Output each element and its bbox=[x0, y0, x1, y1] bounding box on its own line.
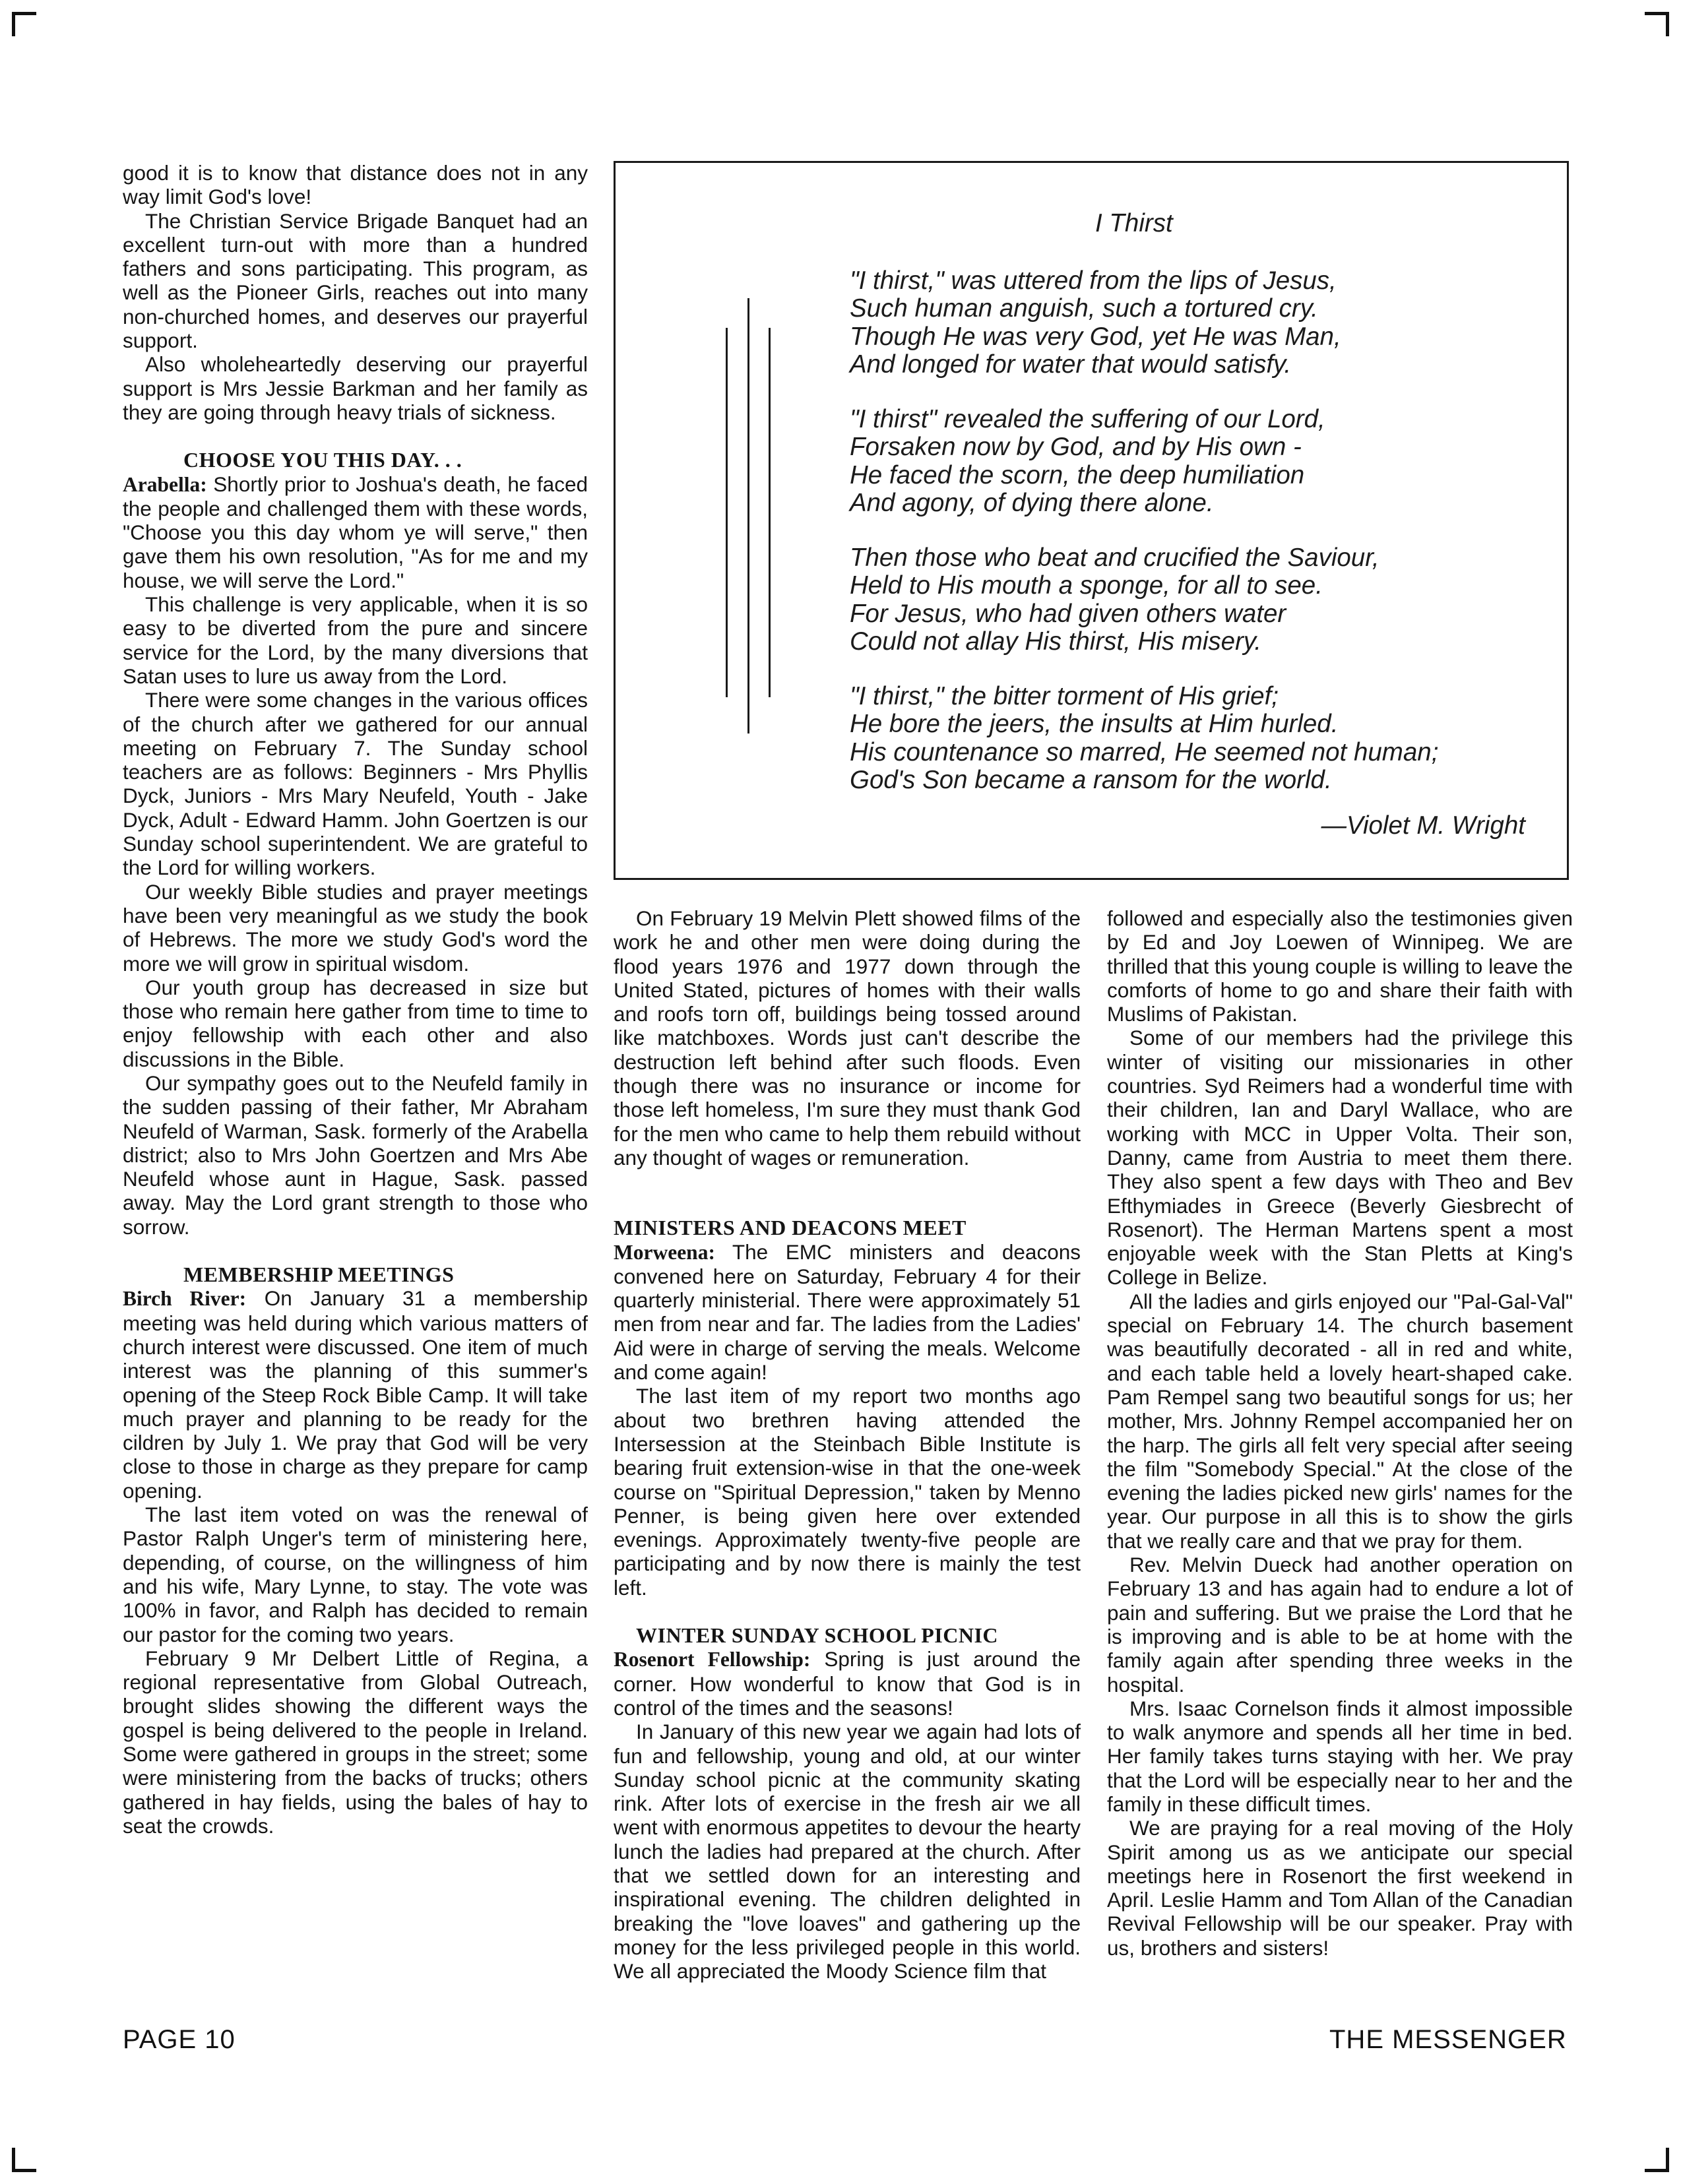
poem-line: God's Son became a ransom for the world. bbox=[850, 766, 1332, 794]
paragraph: On February 19 Melvin Plett showed films of the work he and other men were doing during the flood years 1976 and 1977 down through the United Stated, pictures of homes with their walls and roofs torn off, buildings being tossed around like matchboxes. Words just can't describe the destruction left behind after such floods. Even though there was no insurance or income for those left homeless, I'm sure they must thank God for the men who came to help them rebuild without any thought of wages or remuneration. bbox=[614, 906, 1081, 1170]
section-heading: WINTER SUNDAY SCHOOL PICNIC bbox=[636, 1623, 999, 1648]
column-1 bbox=[123, 161, 588, 1838]
poem-author: —Violet M. Wright bbox=[1321, 811, 1525, 840]
location-lead: Rosenort Fellowship: bbox=[614, 1648, 811, 1671]
poem-line: He faced the scorn, the deep humiliation bbox=[850, 460, 1305, 489]
paragraph: Our sympathy goes out to the Neufeld family in the sudden passing of their father, Mr Abraham Neufeld of Warman, Sask. formerly of the Arabella district; also to Mrs John Goertzen and Mrs Abe Neufeld whose aunt in Hague, Sask. passed away. May the Lord grant strength to those who sorrow. bbox=[123, 1071, 588, 1239]
poem-line: For Jesus, who had given others water bbox=[850, 599, 1286, 628]
paragraph: February 9 Mr Delbert Little of Regina, a regional representative from Global Outreach, brought slides showing the different ways the gospel is being delivered to the people in Ireland. Some were gathered in groups in the street; some were ministering from the backs of trucks; others gathered in hay fields, using the bales of hay to seat the crowds. bbox=[123, 1646, 588, 1838]
paragraph: All the ladies and girls enjoyed our "Pal-Gal-Val" special on February 14. The church basement was beautifully decorated - all in red and white, and each table held a lovely heart-shaped cake. Pam Rempel sang two beautiful songs for us; her mother, Mrs. Johnny Rempel accompanied her on the harp. The girls all felt very special after seeing the film "Somebody Special." At the close of the evening the ladies picked new girls' names for the year. Our purpose in all this is to show the girls that we really care and that we pray for them. bbox=[1107, 1289, 1573, 1553]
poem-decorative-rule bbox=[726, 328, 728, 697]
paragraph: The last item voted on was the renewal of Pastor Ralph Unger's term of ministering here, depending, of course, on the willingness of him and his wife, Mary Lynne, to stay. The vote was 100% in favor, and Ralph has decided to remain our pastor for the coming two years. bbox=[123, 1503, 588, 1646]
poem-stanza bbox=[850, 683, 1556, 795]
location-lead: Arabella: bbox=[123, 472, 207, 496]
poem-line: Though He was very God, yet He was Man, bbox=[850, 322, 1341, 351]
poem-line: "I thirst" revealed the suffering of our Lord, bbox=[850, 404, 1325, 433]
crop-mark-bottom-left bbox=[12, 2148, 36, 2172]
poem-stanza bbox=[850, 267, 1556, 379]
paragraph: The Christian Service Brigade Banquet had an excellent turn-out with more than a hundred fathers and sons participating. This program, as well as the Pioneer Girls, reaches out into many non-churched homes, and deserves our prayerful support. bbox=[123, 208, 588, 353]
paragraph: Some of our members had the privilege this winter of visiting our missionaries in other countries. Syd Reimers had a wonderful time with their children, Ian and Daryl Wallace, who are working with MCC in Upper Volta. Their son, Danny, came from Austria to meet them there. They also spent a few days with Theo and Bev Efthymiades in Greece (Beverly Giesbrecht of Rosenort). The Herman Martens spent a most enjoyable week with the Stan Pletts at King's College in Belize. bbox=[1107, 1026, 1573, 1290]
poem-decorative-rule bbox=[747, 298, 749, 733]
section-heading: MEMBERSHIP MEETINGS bbox=[183, 1263, 455, 1287]
poem-line: "I thirst," the bitter torment of His grief; bbox=[850, 681, 1279, 710]
poem-line: "I thirst," was uttered from the lips of Jesus, bbox=[850, 266, 1337, 295]
poem-line: He bore the jeers, the insults at Him hurled. bbox=[850, 710, 1339, 738]
poem-line: And longed for water that would satisfy. bbox=[850, 350, 1292, 379]
page-number: PAGE 10 bbox=[123, 2025, 236, 2054]
section-heading: CHOOSE YOU THIS DAY. . . bbox=[183, 448, 462, 472]
section-heading: MINISTERS AND DEACONS MEET bbox=[614, 1216, 967, 1240]
column-2 bbox=[614, 906, 1081, 1983]
paragraph: Morweena: The EMC ministers and deacons convened here on Saturday, February 4 for their quarterly ministerial. There were approximately 51 men from near and far. The ladies from the Ladies' Aid were in charge of serving the meals. Welcome and come again! bbox=[614, 1239, 1081, 1385]
location-lead: Birch River: bbox=[123, 1287, 247, 1311]
location-lead: Morweena: bbox=[614, 1240, 715, 1264]
poem-line: Held to His mouth a sponge, for all to see. bbox=[850, 571, 1323, 600]
paragraph: Birch River: On January 31 a membership meeting was held during which various matters of church interest were discussed. One item of much interest was the planning of this summer's opening of the Steep Rock Bible Camp. It will take much prayer and planning to be ready for the cildren by July 1. We pray that God will be very close to those in charge as they prepare for camp opening. bbox=[123, 1286, 588, 1503]
poem-line: His countenance so marred, He seemed not human; bbox=[850, 737, 1439, 766]
poem-stanza bbox=[850, 544, 1556, 656]
crop-mark-bottom-right bbox=[1645, 2148, 1669, 2172]
poem-decorative-rule bbox=[769, 328, 771, 697]
poem-line: Then those who beat and crucified the Saviour, bbox=[850, 543, 1380, 572]
poem-line: Such human anguish, such a tortured cry. bbox=[850, 294, 1318, 323]
paragraph: Arabella: Shortly prior to Joshua's death, he faced the people and challenged them with these words, "Choose you this day whom ye will serve," then gave them his own resolution, "As for me and my house, we will serve the Lord." bbox=[123, 472, 588, 592]
poem-stanza bbox=[850, 406, 1556, 518]
column-3 bbox=[1107, 906, 1573, 1960]
paragraph: Our youth group has decreased in size but those who remain here gather from time to time to enjoy fellowship with each other and also discussions in the Bible. bbox=[123, 975, 588, 1071]
paragraph: good it is to know that distance does not in any way limit God's love! bbox=[123, 161, 588, 209]
poem-title: I Thirst bbox=[1095, 209, 1173, 237]
paragraph: The last item of my report two months ago about two brethren having attended the Intersession at the Steinbach Bible Institute is bearing fruit extension-wise in that the one-week course on "Spiritual Depression," taken by Menno Penner, is being given here over extended evenings. Approximately twenty-five people are participating and by now there is mainly the test left. bbox=[614, 1384, 1081, 1600]
paragraph: In January of this new year we again had lots of fun and fellowship, young and old, at our winter Sunday school picnic at the community skating rink. After lots of exercise in the fresh air we all went with enormous appetites to devour the hearty lunch the ladies had prepared at the church. After that we settled down for an interesting and inspirational evening. The children delighted in breaking the "love loaves" and gathering up the money for the less privileged people in this world. We all appreciated the Moody Science film that bbox=[614, 1720, 1081, 1983]
crop-mark-top-right bbox=[1645, 12, 1669, 36]
poem-line: Could not allay His thirst, His misery. bbox=[850, 627, 1262, 656]
paragraph: Rev. Melvin Dueck had another operation on February 13 and has again had to endure a lot of pain and suffering. But we praise the Lord that he is improving and is able to be at home with the family again after spending three weeks in the hospital. bbox=[1107, 1553, 1573, 1697]
poem bbox=[850, 210, 1556, 840]
publication-name: THE MESSENGER bbox=[1329, 2025, 1567, 2054]
paragraph: Mrs. Isaac Cornelson finds it almost impossible to walk anymore and spends all her time in bed. Her family takes turns staying with her. We pray that the Lord will be especially near to her and the family in these difficult times. bbox=[1107, 1696, 1573, 1816]
paragraph: Our weekly Bible studies and prayer meetings have been very meaningful as we study the book of Hebrews. The more we study God's word the more we will grow in spiritual wisdom. bbox=[123, 879, 588, 976]
paragraph: There were some changes in the various offices of the church after we gathered for our annual meeting on February 7. The Sunday school teachers are as follows: Beginners - Mrs Phyllis Dyck, Juniors - Mrs Mary Neufeld, Youth - Jake Dyck, Adult - Edward Hamm. John Goertzen is our Sunday school superintendent. We are grateful to the Lord for willing workers. bbox=[123, 688, 588, 880]
paragraph: This challenge is very applicable, when it is so easy to be diverted from the pure and sincere service for the Lord, by the many diversions that Satan uses to lure us away from the Lord. bbox=[123, 592, 588, 688]
poem-line: Forsaken now by God, and by His own - bbox=[850, 433, 1302, 461]
paragraph: Also wholeheartedly deserving our prayerful support is Mrs Jessie Barkman and her family as they are going through heavy trials of sickness. bbox=[123, 352, 588, 424]
paragraph: followed and especially also the testimonies given by Ed and Joy Loewen of Winnipeg. We are thrilled that this young couple is willing to leave the comforts of home to go and share their faith with Muslims of Pakistan. bbox=[1107, 906, 1573, 1026]
crop-mark-top-left bbox=[12, 12, 36, 36]
poem-line: And agony, of dying there alone. bbox=[850, 489, 1214, 517]
paragraph: We are praying for a real moving of the Holy Spirit among us as we anticipate our special meetings here in Rosenort the first weekend in April. Leslie Hamm and Tom Allan of the Canadian Revival Fellowship will be our speaker. Pray with us, brothers and sisters! bbox=[1107, 1816, 1573, 1960]
paragraph: Rosenort Fellowship: Spring is just around the corner. How wonderful to know that God is in control of the times and the seasons! bbox=[614, 1647, 1081, 1720]
